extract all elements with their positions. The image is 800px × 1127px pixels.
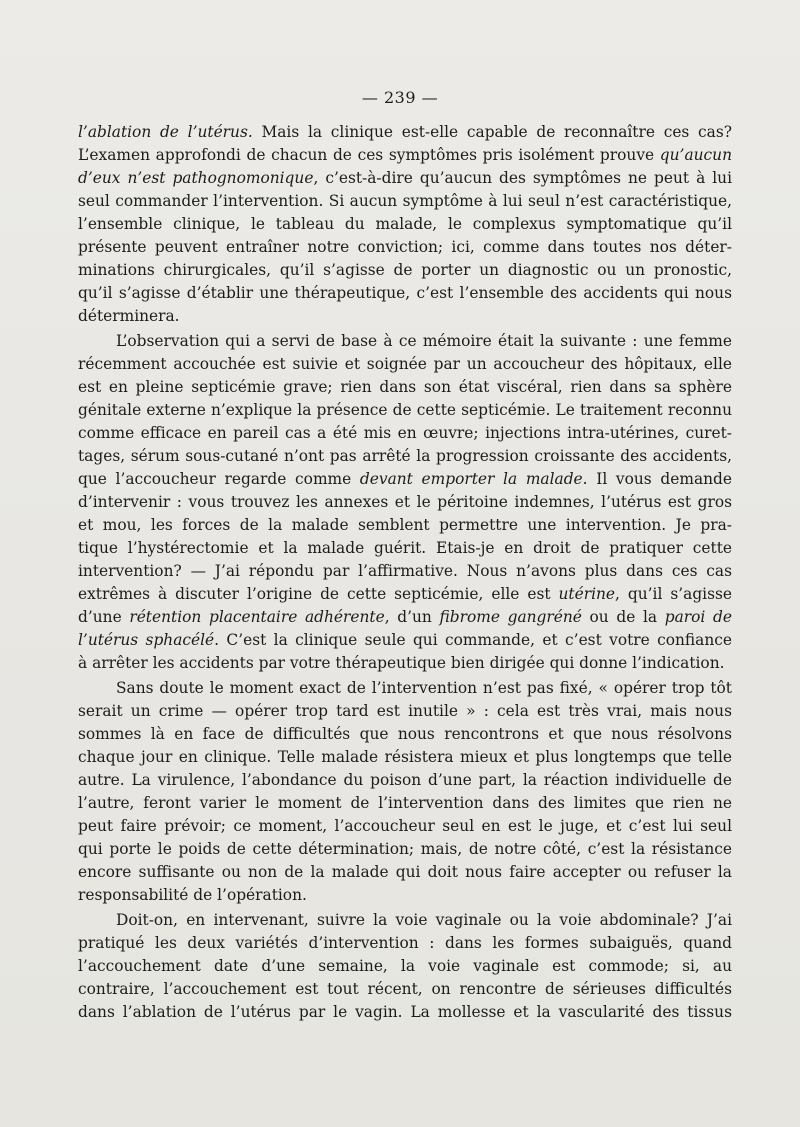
text-segment: seul commander l’intervention. Si aucun symptôme à lui seul n’est caractéristique, xyxy=(78,192,732,210)
text-segment: d’une xyxy=(78,608,130,626)
text-line xyxy=(78,560,732,583)
italic-text: d’eux n’est pathognomonique xyxy=(78,169,314,187)
text-segment: ou de la xyxy=(581,608,665,626)
text-segment: extrêmes à discuter l’origine de cette septicémie, elle est xyxy=(78,585,559,603)
text-segment: Doit-on, en intervenant, suivre la voie vaginale ou la voie abdominale? J’ai xyxy=(116,911,732,929)
text-line xyxy=(78,399,732,422)
text-line xyxy=(78,769,732,792)
text-line xyxy=(78,213,732,236)
italic-text: qu’aucun xyxy=(659,146,732,164)
text-segment: l’ensemble clinique, le tableau du malade, le complexus symptomatique qu’il xyxy=(78,215,732,233)
text-segment: . Il vous demande xyxy=(582,470,732,488)
text-line xyxy=(78,491,732,514)
text-line xyxy=(78,723,732,746)
text-line xyxy=(78,909,732,932)
text-line xyxy=(78,236,732,259)
text-segment: chaque jour en clinique. Telle malade résistera mieux et plus longtemps que telle xyxy=(78,748,732,766)
text-line xyxy=(78,121,732,144)
text-line xyxy=(78,144,732,167)
text-segment: Mais la clinique est-elle capable de reconnaître ces cas? xyxy=(252,123,732,141)
text-line xyxy=(78,629,732,652)
text-segment: comme efficace en pareil cas a été mis en œuvre; injections intra-utérines, curet- xyxy=(78,424,732,442)
text-line xyxy=(78,652,732,675)
text-segment: dans l’ablation de l’utérus par le vagin. La mollesse et la vascularité des tissus xyxy=(78,1003,732,1021)
text-segment: génitale externe n’explique la présence de cette septicémie. Le traitement reconnu xyxy=(78,401,732,419)
text-line xyxy=(78,792,732,815)
text-line xyxy=(78,583,732,606)
text-line xyxy=(78,445,732,468)
text-segment: l’autre, feront varier le moment de l’intervention dans des limites que rien ne xyxy=(78,794,732,812)
text-line xyxy=(78,700,732,723)
text-segment: d’intervenir : vous trouvez les annexes et le péritoine indemnes, l’utérus est gros xyxy=(78,493,732,511)
text-segment: contraire, l’accouchement est tout récent, on rencontre de sérieuses difficultés xyxy=(78,980,732,998)
text-segment: que l’accoucheur regarde comme xyxy=(78,470,360,488)
text-line xyxy=(78,955,732,978)
text-line xyxy=(78,838,732,861)
text-segment: déterminera. xyxy=(78,307,180,325)
text-segment: , qu’il s’agisse xyxy=(615,585,732,603)
text-line xyxy=(78,606,732,629)
text-line xyxy=(78,746,732,769)
text-segment: pratiqué les deux variétés d’intervention : dans les formes subaiguës, quand xyxy=(78,934,732,952)
text-line xyxy=(78,514,732,537)
italic-text: l’ablation de l’utérus. xyxy=(78,123,253,141)
text-line xyxy=(78,190,732,213)
text-segment: présente peuvent entraîner notre conviction; ici, comme dans toutes nos déter- xyxy=(78,238,732,256)
italic-text: paroi de xyxy=(664,608,732,626)
text-segment: qu’il s’agisse d’établir une thérapeutique, c’est l’ensemble des accidents qui nous xyxy=(78,284,732,302)
italic-text: utérine xyxy=(558,585,616,603)
text-line xyxy=(78,932,732,955)
text-segment: à arrêter les accidents par votre thérapeutique bien dirigée qui donne l’indication. xyxy=(78,654,725,672)
text-line xyxy=(78,884,732,907)
text-segment: est en pleine septicémie grave; rien dans son état viscéral, rien dans sa sphère xyxy=(78,378,732,396)
text-segment: , d’un xyxy=(384,608,440,626)
italic-text: fibrome gangréné xyxy=(439,608,582,626)
text-line xyxy=(78,861,732,884)
text-segment: récemment accouchée est suivie et soignée par un accoucheur des hôpitaux, elle xyxy=(78,355,732,373)
text-line xyxy=(78,353,732,376)
text-line xyxy=(78,167,732,190)
italic-text: rétention placentaire adhérente xyxy=(129,608,385,626)
page-number: — 239 — xyxy=(361,88,439,107)
text-segment: tique l’hystérectomie et la malade guérit. Etais-je en droit de pratiquer cette xyxy=(78,539,732,557)
text-segment: minations chirurgicales, qu’il s’agisse de porter un diagnostic ou un pronostic, xyxy=(78,261,732,279)
text-segment: l’accouchement date d’une semaine, la voie vaginale est commode; si, au xyxy=(78,957,732,975)
text-segment: Sans doute le moment exact de l’intervention n’est pas fixé, « opérer trop tôt xyxy=(116,679,732,697)
text-segment: et mou, les forces de la malade semblent permettre une intervention. Je pra- xyxy=(78,516,732,534)
text-segment: . C’est la clinique seule qui commande, et c’est votre confiance xyxy=(214,631,732,649)
body-text xyxy=(78,0,732,1127)
text-line xyxy=(78,815,732,838)
text-line xyxy=(78,305,732,328)
italic-text: l’utérus sphacélé xyxy=(78,631,215,649)
text-line xyxy=(78,376,732,399)
text-segment: peut faire prévoir; ce moment, l’accoucheur seul en est le juge, et c’est lui seul xyxy=(78,817,732,835)
text-line xyxy=(78,677,732,700)
text-segment: , c’est-à-dire qu’aucun des symptômes ne peut à lui xyxy=(313,169,732,187)
text-line xyxy=(78,422,732,445)
text-segment: tages, sérum sous-cutané n’ont pas arrêté la progression croissante des accidents, xyxy=(78,447,732,465)
text-line xyxy=(78,468,732,491)
text-line xyxy=(78,537,732,560)
text-segment: qui porte le poids de cette détermination; mais, de notre côté, c’est la résistance xyxy=(78,840,732,858)
text-line xyxy=(78,1001,732,1024)
text-line xyxy=(78,282,732,305)
text-segment: serait un crime — opérer trop tard est inutile » : cela est très vrai, mais nous xyxy=(78,702,732,720)
text-segment: responsabilité de l’opération. xyxy=(78,886,307,904)
text-segment: encore suffisante ou non de la malade qui doit nous faire accepter ou refuser la xyxy=(78,863,732,881)
text-segment: intervention? — J’ai répondu par l’affirmative. Nous n’avons plus dans ces cas xyxy=(78,562,732,580)
text-segment: L’observation qui a servi de base à ce mémoire était la suivante : une femme xyxy=(116,332,732,350)
text-line xyxy=(78,259,732,282)
italic-text: devant emporter la malade xyxy=(359,470,583,488)
text-segment: L’examen approfondi de chacun de ces symptômes pris isolément prouve xyxy=(78,146,660,164)
text-line xyxy=(78,978,732,1001)
text-segment: autre. La virulence, l’abondance du poison d’une part, la réaction individuelle de xyxy=(78,771,732,789)
text-segment: sommes là en face de difficultés que nous rencontrons et que nous résolvons xyxy=(78,725,732,743)
text-line xyxy=(78,330,732,353)
